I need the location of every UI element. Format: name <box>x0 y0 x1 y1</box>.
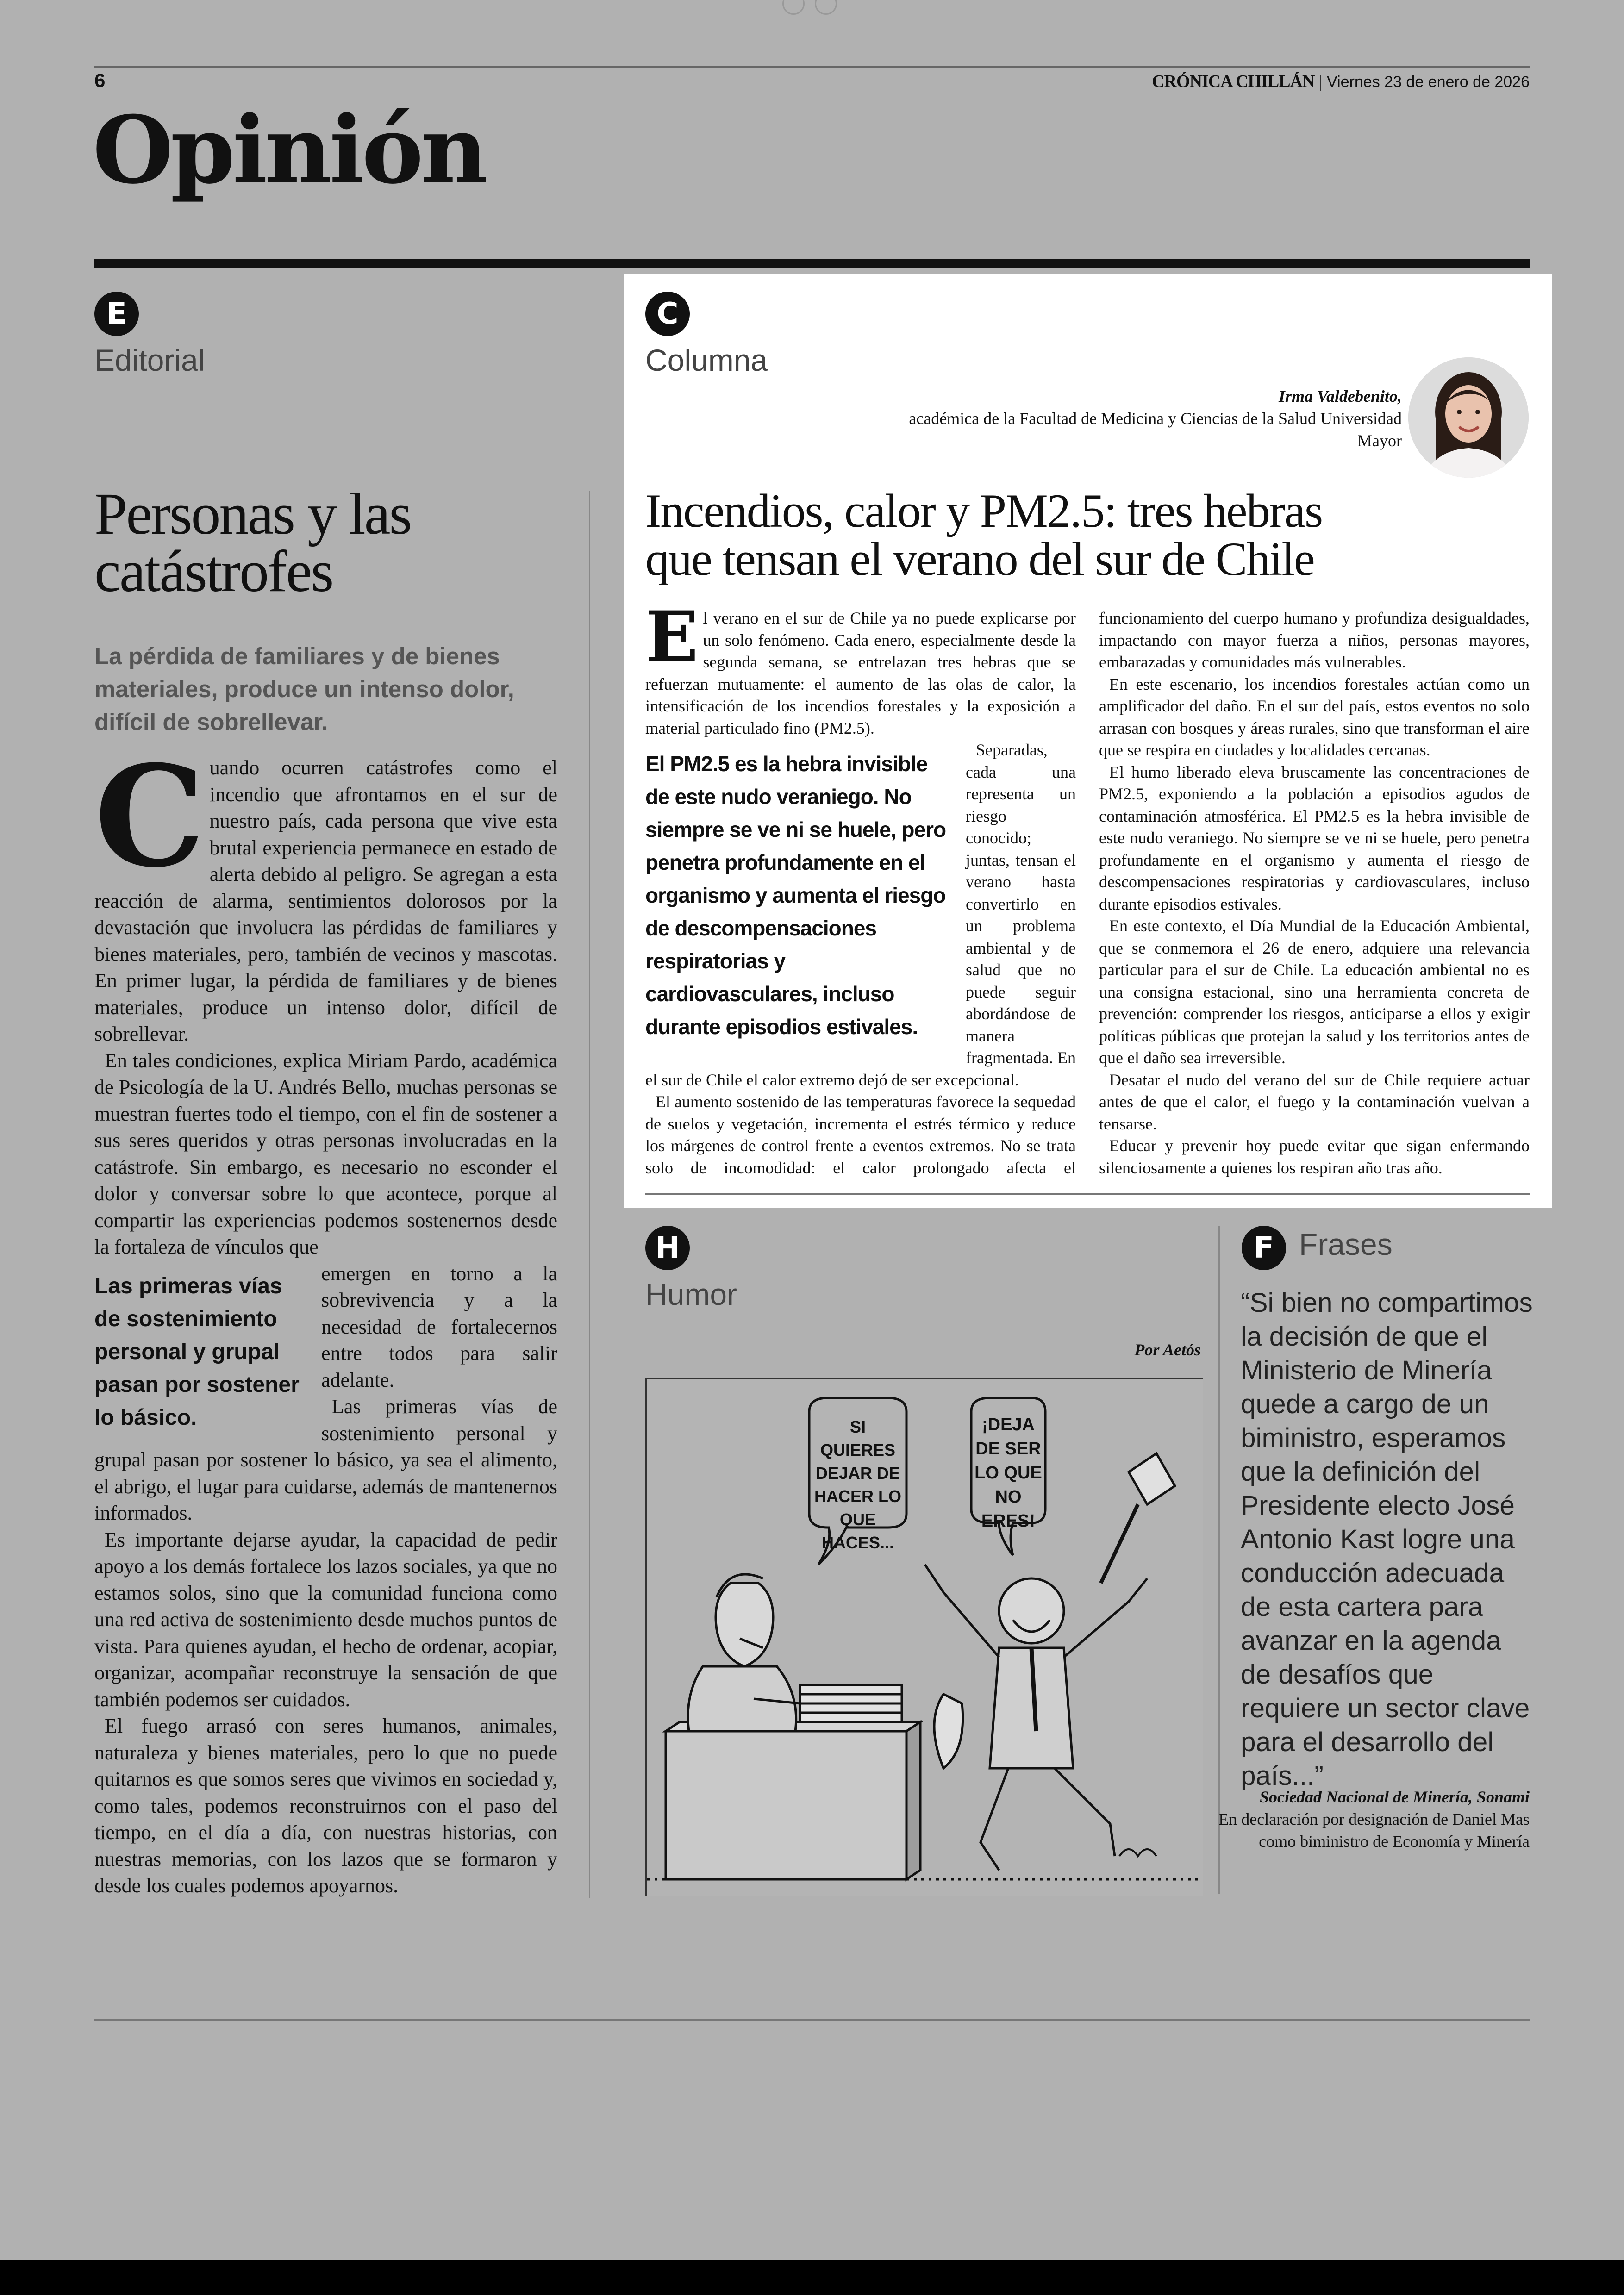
cartoon-illustration-icon <box>647 1379 1203 1896</box>
column-paragraph-2: El aumento sostenido de las temperaturas favorece la sequedad de suelos y vegetación, incrementa el estrés térmico y reduce los márgenes de control frente a eventos extremos. No se trata solo de incomodidad: el calor prolongado afecta el funcionamiento del cuerpo humano y profundiza desigualdades, impactando con mayor fuerza a niños, personas mayores, embarazadas y comunidades más vulnerables. <box>645 609 1530 1177</box>
author-portrait-icon <box>1408 357 1529 478</box>
footer-bar <box>0 2260 1624 2295</box>
bubble1-line3: HACER LO <box>814 1487 901 1506</box>
author-photo <box>1408 357 1529 478</box>
column-headline-line2: que tensan el verano del sur de Chile <box>645 533 1314 586</box>
frases-quote: “Si bien no compartimos la decisión de que el Ministerio de Minería quede a cargo de un biministro, esperamos que la definición del Presidente electo José Antonio Kast logre una conducción adecuada de esta cartera para avanzar en la agenda de desafíos que requiere un sector clave para el desarrollo del país...” <box>1241 1288 1533 1791</box>
editorial-headline-line2: catástrofes <box>94 538 333 604</box>
editorial-drop-cap: C <box>94 735 205 898</box>
cartoon-bubble-1 <box>814 1416 902 1554</box>
editorial-paragraph-4: Es importante dejarse ayudar, la capacidad de pedir apoyo a los demás fortalece los lazos sociales, ya que no estamos solos, sino que la comunidad funciona como una red activa de sostenimiento desde muchos puntos de vista. Para quienes ayudan, el hecho de ordenar, acopiar, organizar, acompañar reconstruye la sensación de que también podemos ser cuidados. <box>94 1528 557 1711</box>
editorial-paragraph-3: Las primeras vías de sostenimiento personal y grupal pasan por sostener lo básico, ya sea el alimento, el abrigo, el lugar para cuidarse, además de mantenernos informados. <box>94 1395 557 1524</box>
frases-source: Sociedad Nacional de Minería, Sonami <box>1259 1788 1530 1806</box>
bubble2-line4: NO ERES! <box>981 1487 1036 1531</box>
editorial-paragraph-2-cont: emergen en torno a la sobrevivencia y a la necesidad de fortalecernos entre todos para salir adelante. <box>321 1262 557 1391</box>
column-author <box>893 385 1402 452</box>
column-headline-line1: Incendios, calor y PM2.5: tres hebras <box>645 485 1323 537</box>
column-body <box>645 596 1530 1181</box>
column-paragraph-4: El humo liberado eleva bruscamente las concentraciones de PM2.5, exponiendo a la población a episodios agudos de contaminación atmosférica. El PM2.5 es la hebra invisible de este nudo veraniego. No siempre se ve ni se huele, pero penetra profundamente en el organismo y aumenta el riesgo de descompensaciones respiratorias y cardiovasculares, incluso durante episodios estivales. <box>1099 762 1530 913</box>
column-headline <box>645 485 1525 586</box>
footer-rule <box>94 2019 1530 2021</box>
author-role: académica de la Facultad de Medicina y Ciencias de la Salud Universidad Mayor <box>909 409 1402 450</box>
masthead-info: CRÓNICA CHILLÁN | Viernes 23 de enero de 2026 <box>1152 72 1530 91</box>
column-drop-cap: E <box>645 596 699 678</box>
frases-attribution <box>1204 1786 1530 1852</box>
top-dots <box>782 0 843 16</box>
signature-mark <box>1119 1849 1156 1856</box>
editorial-headline <box>94 481 585 604</box>
column-intro: l verano en el sur de Chile ya no puede explicarse por un solo fenómeno. Cada enero, especialmente desde la segunda semana, se entrelazan tres hebras que se refuerzan mutuamente: el aumento de las olas de calor, la intensificación de los incendios forestales y la exposición a material particulado fino (PM2.5). <box>645 609 1076 737</box>
paper-name: CRÓNICA CHILLÁN <box>1152 72 1315 91</box>
bubble2-line3: LO QUE <box>974 1463 1042 1483</box>
editorial-label: Editorial <box>94 343 205 377</box>
section-title: Opinión <box>93 96 486 205</box>
page-number: 6 <box>94 69 106 91</box>
column-bottom-rule <box>645 1193 1530 1195</box>
editorial-badge: E <box>94 292 139 336</box>
issue-date: Viernes 23 de enero de 2026 <box>1327 73 1530 91</box>
humor-label: Humor <box>645 1277 737 1311</box>
frases-label: Frases <box>1299 1227 1393 1261</box>
frases-badge: F <box>1242 1226 1286 1270</box>
cartoon-bubble-2 <box>974 1413 1043 1533</box>
column-separadas-text: Separadas, cada una representa un riesgo conocido; juntas, tensan el verano hasta convertirlo en un problema ambiental y de salud que no puede seguir abordándose de manera fragmentada. En el sur de Chile el calor extremo dejó de ser excepcional. <box>645 741 1076 1089</box>
bubble2-line2: DE SER <box>975 1439 1041 1459</box>
editorial-pullquote: Las primeras vías de sostenimiento personal y grupal pasan por sostener lo básico. <box>94 1273 300 1430</box>
column-paragraph-6: Desatar el nudo del verano del sur de Chile requiere actuar antes de que el calor, el fuego y la contaminación vuelvan a tensarse. <box>1099 1070 1530 1133</box>
bubble2-line1: ¡DEJA <box>981 1415 1035 1434</box>
column-panel <box>624 274 1552 1208</box>
humor-byline: Por Aetós <box>1134 1341 1201 1359</box>
column-badge: C <box>645 292 690 336</box>
header-rule <box>94 66 1530 68</box>
frases-context: En declaración por designación de Daniel Mas como biministro de Economía y Minería <box>1218 1810 1530 1851</box>
editorial-paragraph-5: El fuego arrasó con seres humanos, animales, naturaleza y bienes materiales, pero lo que no puede quitarnos es que somos seres que vivimos en sociedad y, como tales, podemos reconstruirnos con el paso del tiempo, en el día a día, con nuestras historias, con nuestras memorias, con los lazos que se formaron y desde los cuales podemos apoyarnos. <box>94 1715 557 1897</box>
author-name: Irma Valdebenito, <box>1278 387 1402 405</box>
column-paragraph-3: En este escenario, los incendios forestales actúan como un amplificador del daño. En el sur del país, estos eventos no solo arrasan con bosques y áreas rurales, sino que transforman el aire que se respira en ciudades y localidades cercanas. <box>1099 674 1530 759</box>
column-paragraph-5: En este contexto, el Día Mundial de la Educación Ambiental, que se conmemora el 26 de enero, adquiere una relevancia particular para el sur de Chile. La educación ambiental no es una consigna estacional, sino una herramienta concreta de prevención: comprender los riesgos, anticiparse a ellos y exigir políticas públicas que protejan la salud y los territorios antes de que el daño sea irreversible. <box>1099 917 1530 1067</box>
column-paragraph-7: Educar y prevenir hoy puede evitar que sigan enfermando silenciosamente a quienes los respiran año tras año. <box>1099 1136 1530 1177</box>
editorial-paragraph-2: En tales condiciones, explica Miriam Pardo, académica de Psicología de la U. Andrés Bello, muchas personas se muestran fuertes todo el tiempo, con el fin de sostener a sus seres queridos y otras personas involucradas en la catástrofe. Sin embargo, es necesario no esconder el dolor y conversar sobre lo que acontece, porque al compartir las experiencias podemos sostenernos desde la fortaleza de vínculos que <box>94 1049 557 1258</box>
editorial-intro: uando ocurren catástrofes como el incendio que afrontamos en el sur de nuestro país, cada persona que vive esta brutal experiencia permanece en estado de alerta debido al peligro. Se agregan a esta reacción de alarma, sentimientos dolorosos por la devastación que involucra las pérdidas de familiares y bienes materiales, pero, también de vecinos y mascotas. En primer lugar, la pérdida de familiares y de bienes materiales, produce un intenso dolor, difícil de sobrellevar. <box>94 756 557 1045</box>
editorial-divider <box>589 491 590 1898</box>
humor-badge: H <box>645 1226 690 1270</box>
editorial-body <box>94 735 557 1899</box>
editorial-headline-line1: Personas y las <box>94 481 411 547</box>
column-label: Columna <box>645 343 768 377</box>
editorial-lead: La pérdida de familiares y de bienes materiales, produce un intenso dolor, difícil de sobrellevar. <box>94 643 514 735</box>
column-pullquote: El PM2.5 es la hebra invisible de este nudo veraniego. No siempre se ve ni se huele, pero penetra profundamente en el organismo y aumenta el riesgo de descompensaciones respiratorias y cardiovasculares, incluso durante episodios estivales. <box>645 752 946 1039</box>
bubble1-line1: SI QUIERES <box>820 1417 896 1459</box>
thick-rule <box>94 259 1530 268</box>
bubble1-line4: QUE HACES... <box>821 1510 894 1552</box>
cartoon <box>645 1378 1203 1896</box>
bubble1-line2: DEJAR DE <box>815 1464 900 1483</box>
